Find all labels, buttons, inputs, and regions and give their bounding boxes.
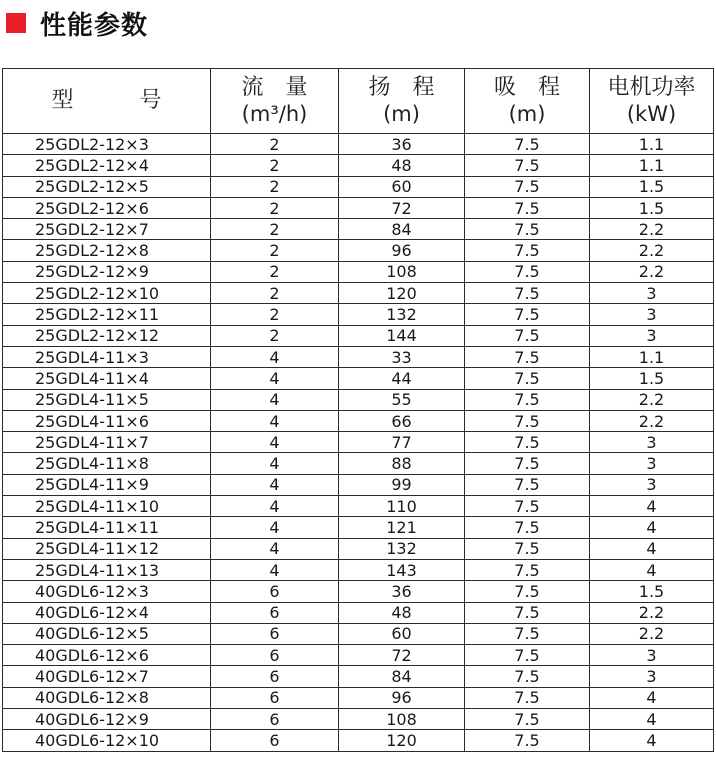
cell-suction: 7.5 [465,474,590,495]
cell-model: 40GDL6-12×5 [3,623,211,644]
cell-flow: 2 [211,134,339,155]
table-row [3,219,714,240]
cell-power: 3 [590,325,714,346]
cell-power: 4 [590,538,714,559]
cell-flow: 6 [211,623,339,644]
cell-flow: 6 [211,730,339,751]
cell-head: 143 [339,559,465,580]
cell-head: 132 [339,538,465,559]
cell-flow: 4 [211,517,339,538]
cell-flow: 2 [211,240,339,261]
cell-head: 36 [339,134,465,155]
table-row [3,474,714,495]
cell-flow: 6 [211,602,339,623]
cell-flow: 6 [211,709,339,730]
cell-power: 2.2 [590,410,714,431]
cell-head: 108 [339,709,465,730]
table-row [3,496,714,517]
cell-head: 132 [339,304,465,325]
cell-suction: 7.5 [465,346,590,367]
table-row [3,197,714,218]
cell-flow: 2 [211,219,339,240]
cell-model: 25GDL4-11×10 [3,496,211,517]
table-row [3,709,714,730]
page-title: 性能参数 [40,10,149,41]
cell-power: 4 [590,496,714,517]
cell-power: 4 [590,559,714,580]
cell-model: 25GDL4-11×11 [3,517,211,538]
cell-suction: 7.5 [465,453,590,474]
cell-power: 1.1 [590,134,714,155]
cell-suction: 7.5 [465,432,590,453]
cell-model: 25GDL2-12×5 [3,176,211,197]
cell-model: 25GDL2-12×7 [3,219,211,240]
cell-head: 66 [339,410,465,431]
cell-power: 2.2 [590,623,714,644]
cell-head: 48 [339,155,465,176]
red-square-icon [6,13,26,33]
cell-model: 25GDL4-11×9 [3,474,211,495]
cell-flow: 6 [211,581,339,602]
cell-model: 25GDL2-12×3 [3,134,211,155]
cell-suction: 7.5 [465,602,590,623]
cell-suction: 7.5 [465,261,590,282]
cell-suction: 7.5 [465,645,590,666]
cell-flow: 4 [211,432,339,453]
table-row [3,134,714,155]
cell-model: 25GDL2-12×6 [3,197,211,218]
cell-suction: 7.5 [465,687,590,708]
cell-head: 60 [339,623,465,644]
cell-model: 25GDL2-12×12 [3,325,211,346]
cell-model: 25GDL4-11×3 [3,346,211,367]
header-label: 扬 程 [368,75,435,100]
cell-suction: 7.5 [465,325,590,346]
table-row [3,283,714,304]
cell-power: 1.1 [590,155,714,176]
table-row [3,602,714,623]
cell-power: 3 [590,283,714,304]
cell-model: 25GDL4-11×6 [3,410,211,431]
cell-model: 25GDL2-12×10 [3,283,211,304]
cell-model: 25GDL4-11×4 [3,368,211,389]
cell-head: 60 [339,176,465,197]
cell-flow: 4 [211,474,339,495]
table-row [3,304,714,325]
header-label: 型 号 [51,88,162,113]
cell-power: 2.2 [590,240,714,261]
cell-power: 4 [590,517,714,538]
cell-suction: 7.5 [465,304,590,325]
cell-power: 1.5 [590,197,714,218]
cell-head: 96 [339,240,465,261]
table-row [3,389,714,410]
table-row [3,240,714,261]
cell-flow: 2 [211,176,339,197]
table-row [3,325,714,346]
cell-suction: 7.5 [465,709,590,730]
cell-power: 2.2 [590,602,714,623]
cell-head: 96 [339,687,465,708]
cell-power: 3 [590,432,714,453]
cell-flow: 2 [211,304,339,325]
cell-head: 84 [339,666,465,687]
cell-flow: 4 [211,410,339,431]
table-row [3,645,714,666]
cell-suction: 7.5 [465,410,590,431]
table-row [3,687,714,708]
cell-power: 3 [590,645,714,666]
section-heading [6,8,149,41]
cell-head: 88 [339,453,465,474]
cell-flow: 2 [211,261,339,282]
cell-flow: 2 [211,155,339,176]
cell-power: 1.5 [590,176,714,197]
cell-suction: 7.5 [465,176,590,197]
table-row [3,453,714,474]
header-unit: (kW) [626,102,677,126]
cell-suction: 7.5 [465,538,590,559]
cell-suction: 7.5 [465,496,590,517]
cell-power: 1.1 [590,346,714,367]
cell-suction: 7.5 [465,368,590,389]
cell-model: 25GDL4-11×7 [3,432,211,453]
cell-power: 4 [590,730,714,751]
cell-head: 108 [339,261,465,282]
cell-power: 1.5 [590,368,714,389]
table-row [3,666,714,687]
cell-model: 40GDL6-12×7 [3,666,211,687]
cell-suction: 7.5 [465,559,590,580]
cell-model: 25GDL2-12×4 [3,155,211,176]
cell-head: 144 [339,325,465,346]
cell-model: 25GDL2-12×9 [3,261,211,282]
cell-power: 3 [590,474,714,495]
cell-flow: 4 [211,559,339,580]
cell-power: 3 [590,666,714,687]
cell-flow: 2 [211,197,339,218]
cell-model: 25GDL4-11×5 [3,389,211,410]
cell-head: 44 [339,368,465,389]
table-header-row [3,69,714,134]
table-row [3,176,714,197]
cell-flow: 4 [211,389,339,410]
cell-flow: 4 [211,453,339,474]
table-row [3,410,714,431]
cell-model: 40GDL6-12×3 [3,581,211,602]
header-model [3,69,211,134]
cell-model: 25GDL4-11×12 [3,538,211,559]
cell-suction: 7.5 [465,283,590,304]
cell-power: 4 [590,709,714,730]
cell-flow: 2 [211,325,339,346]
table-row [3,155,714,176]
cell-model: 25GDL4-11×8 [3,453,211,474]
cell-model: 40GDL6-12×8 [3,687,211,708]
table-row [3,432,714,453]
cell-model: 25GDL2-12×11 [3,304,211,325]
table-row [3,368,714,389]
cell-head: 120 [339,730,465,751]
cell-flow: 4 [211,496,339,517]
cell-model: 40GDL6-12×9 [3,709,211,730]
cell-power: 2.2 [590,261,714,282]
cell-head: 110 [339,496,465,517]
cell-suction: 7.5 [465,219,590,240]
table-row [3,261,714,282]
header-suction [465,69,590,134]
cell-head: 77 [339,432,465,453]
cell-model: 25GDL4-11×13 [3,559,211,580]
cell-model: 40GDL6-12×10 [3,730,211,751]
cell-suction: 7.5 [465,581,590,602]
table-row [3,581,714,602]
header-flow [211,69,339,134]
cell-head: 55 [339,389,465,410]
cell-flow: 4 [211,368,339,389]
cell-model: 25GDL2-12×8 [3,240,211,261]
cell-power: 4 [590,687,714,708]
cell-head: 72 [339,197,465,218]
table-row [3,538,714,559]
cell-suction: 7.5 [465,134,590,155]
header-label: 流 量 [241,75,308,100]
header-unit: (m³/h) [241,102,308,126]
table-row [3,517,714,538]
cell-suction: 7.5 [465,730,590,751]
cell-flow: 4 [211,346,339,367]
cell-suction: 7.5 [465,155,590,176]
cell-flow: 2 [211,283,339,304]
cell-suction: 7.5 [465,389,590,410]
header-unit: (m) [508,102,546,126]
header-label: 电机功率 [607,75,696,100]
cell-head: 48 [339,602,465,623]
cell-suction: 7.5 [465,197,590,218]
cell-head: 120 [339,283,465,304]
cell-flow: 4 [211,538,339,559]
cell-head: 121 [339,517,465,538]
cell-head: 99 [339,474,465,495]
cell-flow: 6 [211,666,339,687]
header-unit: (m) [383,102,420,126]
table-row [3,559,714,580]
cell-power: 3 [590,453,714,474]
cell-head: 72 [339,645,465,666]
cell-head: 36 [339,581,465,602]
cell-model: 40GDL6-12×4 [3,602,211,623]
cell-suction: 7.5 [465,666,590,687]
cell-model: 40GDL6-12×6 [3,645,211,666]
cell-power: 2.2 [590,219,714,240]
cell-power: 3 [590,304,714,325]
cell-head: 33 [339,346,465,367]
table-row [3,730,714,751]
table-row [3,623,714,644]
cell-power: 1.5 [590,581,714,602]
cell-power: 2.2 [590,389,714,410]
cell-flow: 6 [211,645,339,666]
header-label: 吸 程 [493,75,560,100]
performance-table [2,68,714,752]
table-row [3,346,714,367]
cell-suction: 7.5 [465,623,590,644]
cell-head: 84 [339,219,465,240]
header-head [339,69,465,134]
cell-flow: 6 [211,687,339,708]
header-power [590,69,714,134]
cell-suction: 7.5 [465,240,590,261]
cell-suction: 7.5 [465,517,590,538]
